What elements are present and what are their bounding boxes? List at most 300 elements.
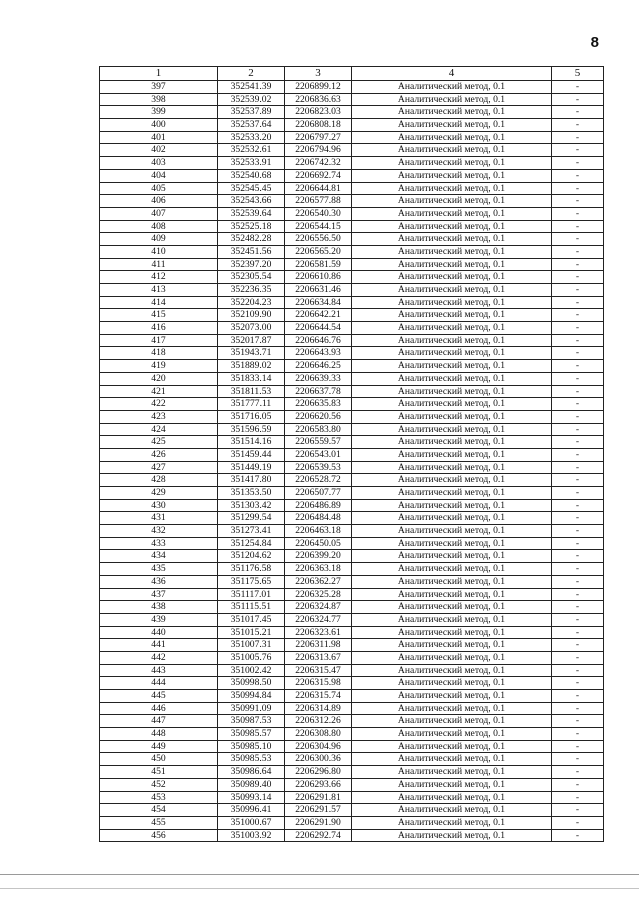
- cell-point-number: 431: [100, 512, 218, 525]
- cell-description: -: [552, 702, 604, 715]
- cell-y-coordinate: 2206324.87: [285, 601, 352, 614]
- table-row: [100, 398, 604, 411]
- table-row: [100, 144, 604, 157]
- cell-method: Аналитический метод, 0.1: [352, 258, 552, 271]
- cell-point-number: 448: [100, 728, 218, 741]
- cell-description: -: [552, 131, 604, 144]
- cell-description: -: [552, 119, 604, 132]
- cell-description: -: [552, 575, 604, 588]
- table-row: [100, 131, 604, 144]
- cell-description: -: [552, 233, 604, 246]
- table-row: [100, 296, 604, 309]
- cell-method: Аналитический метод, 0.1: [352, 448, 552, 461]
- cell-x-coordinate: 351459.44: [218, 448, 285, 461]
- cell-description: -: [552, 753, 604, 766]
- cell-y-coordinate: 2206325.28: [285, 588, 352, 601]
- cell-x-coordinate: 351254.84: [218, 537, 285, 550]
- table-row: [100, 347, 604, 360]
- cell-x-coordinate: 351003.92: [218, 829, 285, 842]
- cell-point-number: 398: [100, 93, 218, 106]
- cell-description: -: [552, 157, 604, 170]
- cell-x-coordinate: 351175.65: [218, 575, 285, 588]
- cell-point-number: 419: [100, 360, 218, 373]
- table-row: [100, 436, 604, 449]
- cell-method: Аналитический метод, 0.1: [352, 677, 552, 690]
- cell-y-coordinate: 2206635.83: [285, 398, 352, 411]
- cell-method: Аналитический метод, 0.1: [352, 144, 552, 157]
- cell-method: Аналитический метод, 0.1: [352, 296, 552, 309]
- cell-point-number: 446: [100, 702, 218, 715]
- cell-y-coordinate: 2206363.18: [285, 563, 352, 576]
- table-row: [100, 385, 604, 398]
- cell-x-coordinate: 350985.57: [218, 728, 285, 741]
- cell-description: -: [552, 309, 604, 322]
- cell-method: Аналитический метод, 0.1: [352, 512, 552, 525]
- cell-x-coordinate: 351889.02: [218, 360, 285, 373]
- cell-y-coordinate: 2206486.89: [285, 499, 352, 512]
- table-row: [100, 639, 604, 652]
- cell-method: Аналитический метод, 0.1: [352, 537, 552, 550]
- cell-point-number: 423: [100, 410, 218, 423]
- cell-x-coordinate: 350998.50: [218, 677, 285, 690]
- cell-point-number: 454: [100, 804, 218, 817]
- cell-x-coordinate: 351005.76: [218, 651, 285, 664]
- table-row: [100, 448, 604, 461]
- cell-description: -: [552, 169, 604, 182]
- cell-x-coordinate: 352537.64: [218, 119, 285, 132]
- cell-method: Аналитический метод, 0.1: [352, 220, 552, 233]
- cell-y-coordinate: 2206300.36: [285, 753, 352, 766]
- table-row: [100, 550, 604, 563]
- cell-y-coordinate: 2206631.46: [285, 284, 352, 297]
- cell-x-coordinate: 350993.14: [218, 791, 285, 804]
- cell-point-number: 409: [100, 233, 218, 246]
- cell-method: Аналитический метод, 0.1: [352, 804, 552, 817]
- cell-y-coordinate: 2206539.53: [285, 461, 352, 474]
- scan-edge-line-lower: [0, 888, 639, 889]
- cell-point-number: 437: [100, 588, 218, 601]
- cell-method: Аналитический метод, 0.1: [352, 728, 552, 741]
- cell-point-number: 401: [100, 131, 218, 144]
- cell-method: Аналитический метод, 0.1: [352, 664, 552, 677]
- cell-point-number: 443: [100, 664, 218, 677]
- cell-y-coordinate: 2206291.57: [285, 804, 352, 817]
- cell-x-coordinate: 352543.66: [218, 195, 285, 208]
- table-row: [100, 613, 604, 626]
- cell-point-number: 413: [100, 284, 218, 297]
- cell-method: Аналитический метод, 0.1: [352, 525, 552, 538]
- cell-y-coordinate: 2206362.27: [285, 575, 352, 588]
- cell-x-coordinate: 351007.31: [218, 639, 285, 652]
- cell-y-coordinate: 2206644.81: [285, 182, 352, 195]
- cell-description: -: [552, 106, 604, 119]
- cell-x-coordinate: 351115.51: [218, 601, 285, 614]
- cell-y-coordinate: 2206643.93: [285, 347, 352, 360]
- cell-method: Аналитический метод, 0.1: [352, 271, 552, 284]
- table-row: [100, 474, 604, 487]
- cell-point-number: 418: [100, 347, 218, 360]
- table-row: [100, 334, 604, 347]
- cell-x-coordinate: 351000.67: [218, 816, 285, 829]
- header-cell-y-coordinate: 3: [285, 67, 352, 81]
- table-row: [100, 245, 604, 258]
- cell-point-number: 410: [100, 245, 218, 258]
- table-row: [100, 81, 604, 94]
- table-row: [100, 322, 604, 335]
- table-row: [100, 499, 604, 512]
- cell-description: -: [552, 360, 604, 373]
- cell-x-coordinate: 352397.20: [218, 258, 285, 271]
- table-row: [100, 690, 604, 703]
- cell-method: Аналитический метод, 0.1: [352, 715, 552, 728]
- cell-point-number: 450: [100, 753, 218, 766]
- cell-x-coordinate: 351353.50: [218, 487, 285, 500]
- header-cell-description: 5: [552, 67, 604, 81]
- cell-point-number: 456: [100, 829, 218, 842]
- cell-description: -: [552, 601, 604, 614]
- cell-x-coordinate: 350985.53: [218, 753, 285, 766]
- cell-method: Аналитический метод, 0.1: [352, 816, 552, 829]
- cell-point-number: 435: [100, 563, 218, 576]
- cell-x-coordinate: 350994.84: [218, 690, 285, 703]
- coordinates-table: [99, 66, 604, 842]
- cell-method: Аналитический метод, 0.1: [352, 385, 552, 398]
- cell-y-coordinate: 2206556.50: [285, 233, 352, 246]
- table-row: [100, 525, 604, 538]
- cell-x-coordinate: 352236.35: [218, 284, 285, 297]
- cell-description: -: [552, 220, 604, 233]
- cell-method: Аналитический метод, 0.1: [352, 410, 552, 423]
- cell-method: Аналитический метод, 0.1: [352, 550, 552, 563]
- table-row: [100, 93, 604, 106]
- table-row: [100, 664, 604, 677]
- cell-y-coordinate: 2206543.01: [285, 448, 352, 461]
- table-row: [100, 233, 604, 246]
- cell-description: -: [552, 715, 604, 728]
- cell-y-coordinate: 2206742.32: [285, 157, 352, 170]
- table-row: [100, 423, 604, 436]
- cell-point-number: 408: [100, 220, 218, 233]
- table-row: [100, 106, 604, 119]
- table-row: [100, 195, 604, 208]
- cell-description: -: [552, 436, 604, 449]
- cell-method: Аналитический метод, 0.1: [352, 740, 552, 753]
- cell-description: -: [552, 144, 604, 157]
- table-row: [100, 410, 604, 423]
- cell-x-coordinate: 352539.64: [218, 207, 285, 220]
- cell-x-coordinate: 351002.42: [218, 664, 285, 677]
- cell-description: -: [552, 245, 604, 258]
- cell-method: Аналитический метод, 0.1: [352, 372, 552, 385]
- scan-edge-line: [0, 874, 639, 875]
- cell-x-coordinate: 350987.53: [218, 715, 285, 728]
- cell-description: -: [552, 778, 604, 791]
- cell-point-number: 406: [100, 195, 218, 208]
- cell-method: Аналитический метод, 0.1: [352, 639, 552, 652]
- cell-x-coordinate: 350986.64: [218, 766, 285, 779]
- cell-y-coordinate: 2206313.67: [285, 651, 352, 664]
- cell-x-coordinate: 350991.09: [218, 702, 285, 715]
- cell-point-number: 453: [100, 791, 218, 804]
- cell-y-coordinate: 2206620.56: [285, 410, 352, 423]
- cell-point-number: 420: [100, 372, 218, 385]
- cell-y-coordinate: 2206637.78: [285, 385, 352, 398]
- cell-point-number: 432: [100, 525, 218, 538]
- cell-description: -: [552, 322, 604, 335]
- cell-description: -: [552, 195, 604, 208]
- cell-x-coordinate: 351204.62: [218, 550, 285, 563]
- cell-description: -: [552, 740, 604, 753]
- cell-method: Аналитический метод, 0.1: [352, 575, 552, 588]
- cell-y-coordinate: 2206450.05: [285, 537, 352, 550]
- cell-x-coordinate: 352073.00: [218, 322, 285, 335]
- cell-description: -: [552, 791, 604, 804]
- cell-y-coordinate: 2206797.27: [285, 131, 352, 144]
- cell-point-number: 417: [100, 334, 218, 347]
- cell-method: Аналитический метод, 0.1: [352, 207, 552, 220]
- cell-point-number: 414: [100, 296, 218, 309]
- cell-y-coordinate: 2206692.74: [285, 169, 352, 182]
- cell-method: Аналитический метод, 0.1: [352, 778, 552, 791]
- cell-description: -: [552, 829, 604, 842]
- cell-point-number: 412: [100, 271, 218, 284]
- table-row: [100, 220, 604, 233]
- cell-y-coordinate: 2206808.18: [285, 119, 352, 132]
- table-row: [100, 816, 604, 829]
- table-row: [100, 563, 604, 576]
- cell-y-coordinate: 2206308.80: [285, 728, 352, 741]
- cell-method: Аналитический метод, 0.1: [352, 322, 552, 335]
- table-row: [100, 157, 604, 170]
- table-row: [100, 169, 604, 182]
- cell-y-coordinate: 2206610.86: [285, 271, 352, 284]
- cell-description: -: [552, 423, 604, 436]
- cell-description: -: [552, 461, 604, 474]
- table-row: [100, 537, 604, 550]
- table-row: [100, 487, 604, 500]
- cell-point-number: 426: [100, 448, 218, 461]
- cell-point-number: 402: [100, 144, 218, 157]
- cell-x-coordinate: 351811.53: [218, 385, 285, 398]
- cell-method: Аналитический метод, 0.1: [352, 334, 552, 347]
- cell-x-coordinate: 351176.58: [218, 563, 285, 576]
- cell-method: Аналитический метод, 0.1: [352, 233, 552, 246]
- cell-description: -: [552, 93, 604, 106]
- cell-x-coordinate: 351117.01: [218, 588, 285, 601]
- cell-y-coordinate: 2206291.81: [285, 791, 352, 804]
- cell-y-coordinate: 2206315.47: [285, 664, 352, 677]
- table-row: [100, 182, 604, 195]
- table-row: [100, 829, 604, 842]
- cell-method: Аналитический метод, 0.1: [352, 398, 552, 411]
- table-row: [100, 715, 604, 728]
- cell-method: Аналитический метод, 0.1: [352, 461, 552, 474]
- cell-y-coordinate: 2206528.72: [285, 474, 352, 487]
- cell-point-number: 397: [100, 81, 218, 94]
- table-row: [100, 207, 604, 220]
- cell-description: -: [552, 334, 604, 347]
- cell-description: -: [552, 207, 604, 220]
- cell-method: Аналитический метод, 0.1: [352, 702, 552, 715]
- cell-x-coordinate: 352539.02: [218, 93, 285, 106]
- cell-point-number: 434: [100, 550, 218, 563]
- cell-description: -: [552, 385, 604, 398]
- cell-method: Аналитический метод, 0.1: [352, 195, 552, 208]
- cell-y-coordinate: 2206544.15: [285, 220, 352, 233]
- cell-description: -: [552, 512, 604, 525]
- cell-x-coordinate: 351514.16: [218, 436, 285, 449]
- cell-description: -: [552, 182, 604, 195]
- cell-method: Аналитический метод, 0.1: [352, 284, 552, 297]
- cell-y-coordinate: 2206484.48: [285, 512, 352, 525]
- cell-point-number: 422: [100, 398, 218, 411]
- cell-y-coordinate: 2206293.66: [285, 778, 352, 791]
- cell-description: -: [552, 816, 604, 829]
- cell-method: Аналитический метод, 0.1: [352, 347, 552, 360]
- cell-y-coordinate: 2206644.54: [285, 322, 352, 335]
- cell-point-number: 442: [100, 651, 218, 664]
- cell-description: -: [552, 372, 604, 385]
- cell-description: -: [552, 410, 604, 423]
- cell-point-number: 411: [100, 258, 218, 271]
- cell-y-coordinate: 2206559.57: [285, 436, 352, 449]
- cell-description: -: [552, 258, 604, 271]
- cell-x-coordinate: 351299.54: [218, 512, 285, 525]
- table-row: [100, 766, 604, 779]
- cell-method: Аналитический метод, 0.1: [352, 766, 552, 779]
- cell-y-coordinate: 2206794.96: [285, 144, 352, 157]
- cell-x-coordinate: 351943.71: [218, 347, 285, 360]
- cell-method: Аналитический метод, 0.1: [352, 423, 552, 436]
- cell-y-coordinate: 2206646.25: [285, 360, 352, 373]
- cell-y-coordinate: 2206507.77: [285, 487, 352, 500]
- cell-description: -: [552, 664, 604, 677]
- cell-method: Аналитический метод, 0.1: [352, 93, 552, 106]
- cell-y-coordinate: 2206304.96: [285, 740, 352, 753]
- cell-description: -: [552, 651, 604, 664]
- cell-y-coordinate: 2206312.26: [285, 715, 352, 728]
- cell-description: -: [552, 588, 604, 601]
- cell-x-coordinate: 351777.11: [218, 398, 285, 411]
- cell-y-coordinate: 2206577.88: [285, 195, 352, 208]
- cell-x-coordinate: 352541.39: [218, 81, 285, 94]
- cell-method: Аналитический метод, 0.1: [352, 626, 552, 639]
- cell-y-coordinate: 2206565.20: [285, 245, 352, 258]
- cell-method: Аналитический метод, 0.1: [352, 499, 552, 512]
- cell-point-number: 424: [100, 423, 218, 436]
- cell-description: -: [552, 626, 604, 639]
- cell-y-coordinate: 2206315.98: [285, 677, 352, 690]
- table-row: [100, 575, 604, 588]
- cell-x-coordinate: 351596.59: [218, 423, 285, 436]
- cell-x-coordinate: 350985.10: [218, 740, 285, 753]
- cell-point-number: 455: [100, 816, 218, 829]
- cell-point-number: 427: [100, 461, 218, 474]
- cell-method: Аналитический метод, 0.1: [352, 690, 552, 703]
- table-row: [100, 791, 604, 804]
- cell-description: -: [552, 804, 604, 817]
- cell-x-coordinate: 351833.14: [218, 372, 285, 385]
- cell-x-coordinate: 350996.41: [218, 804, 285, 817]
- cell-description: -: [552, 728, 604, 741]
- cell-description: -: [552, 487, 604, 500]
- cell-y-coordinate: 2206311.98: [285, 639, 352, 652]
- cell-x-coordinate: 351716.05: [218, 410, 285, 423]
- cell-method: Аналитический метод, 0.1: [352, 169, 552, 182]
- cell-description: -: [552, 271, 604, 284]
- cell-y-coordinate: 2206399.20: [285, 550, 352, 563]
- table-row: [100, 309, 604, 322]
- cell-point-number: 440: [100, 626, 218, 639]
- cell-method: Аналитический метод, 0.1: [352, 474, 552, 487]
- cell-method: Аналитический метод, 0.1: [352, 131, 552, 144]
- cell-point-number: 403: [100, 157, 218, 170]
- cell-method: Аналитический метод, 0.1: [352, 81, 552, 94]
- cell-x-coordinate: 352017.87: [218, 334, 285, 347]
- cell-point-number: 429: [100, 487, 218, 500]
- cell-y-coordinate: 2206315.74: [285, 690, 352, 703]
- table-row: [100, 271, 604, 284]
- cell-point-number: 452: [100, 778, 218, 791]
- cell-x-coordinate: 351449.19: [218, 461, 285, 474]
- table-row: [100, 119, 604, 132]
- header-cell-x-coordinate: 2: [218, 67, 285, 81]
- cell-method: Аналитический метод, 0.1: [352, 182, 552, 195]
- cell-point-number: 445: [100, 690, 218, 703]
- cell-y-coordinate: 2206296.80: [285, 766, 352, 779]
- cell-point-number: 405: [100, 182, 218, 195]
- cell-y-coordinate: 2206646.76: [285, 334, 352, 347]
- cell-x-coordinate: 352540.68: [218, 169, 285, 182]
- cell-method: Аналитический метод, 0.1: [352, 753, 552, 766]
- cell-description: -: [552, 296, 604, 309]
- table-row: [100, 651, 604, 664]
- cell-x-coordinate: 352532.61: [218, 144, 285, 157]
- cell-description: -: [552, 613, 604, 626]
- cell-point-number: 400: [100, 119, 218, 132]
- cell-method: Аналитический метод, 0.1: [352, 309, 552, 322]
- table-row: [100, 677, 604, 690]
- cell-method: Аналитический метод, 0.1: [352, 119, 552, 132]
- cell-y-coordinate: 2206540.30: [285, 207, 352, 220]
- cell-point-number: 415: [100, 309, 218, 322]
- cell-x-coordinate: 351015.21: [218, 626, 285, 639]
- cell-method: Аналитический метод, 0.1: [352, 651, 552, 664]
- cell-y-coordinate: 2206583.80: [285, 423, 352, 436]
- cell-description: -: [552, 639, 604, 652]
- cell-y-coordinate: 2206639.33: [285, 372, 352, 385]
- cell-x-coordinate: 352482.28: [218, 233, 285, 246]
- cell-method: Аналитический метод, 0.1: [352, 791, 552, 804]
- cell-x-coordinate: 351417.80: [218, 474, 285, 487]
- table-row: [100, 588, 604, 601]
- table-row: [100, 284, 604, 297]
- cell-method: Аналитический метод, 0.1: [352, 360, 552, 373]
- cell-y-coordinate: 2206823.03: [285, 106, 352, 119]
- cell-point-number: 449: [100, 740, 218, 753]
- cell-y-coordinate: 2206581.59: [285, 258, 352, 271]
- cell-x-coordinate: 351017.45: [218, 613, 285, 626]
- cell-description: -: [552, 525, 604, 538]
- cell-x-coordinate: 351273.41: [218, 525, 285, 538]
- header-row: [100, 67, 604, 81]
- cell-y-coordinate: 2206323.61: [285, 626, 352, 639]
- table-row: [100, 258, 604, 271]
- table-row: [100, 728, 604, 741]
- cell-x-coordinate: 350989.40: [218, 778, 285, 791]
- table-row: [100, 372, 604, 385]
- cell-description: -: [552, 347, 604, 360]
